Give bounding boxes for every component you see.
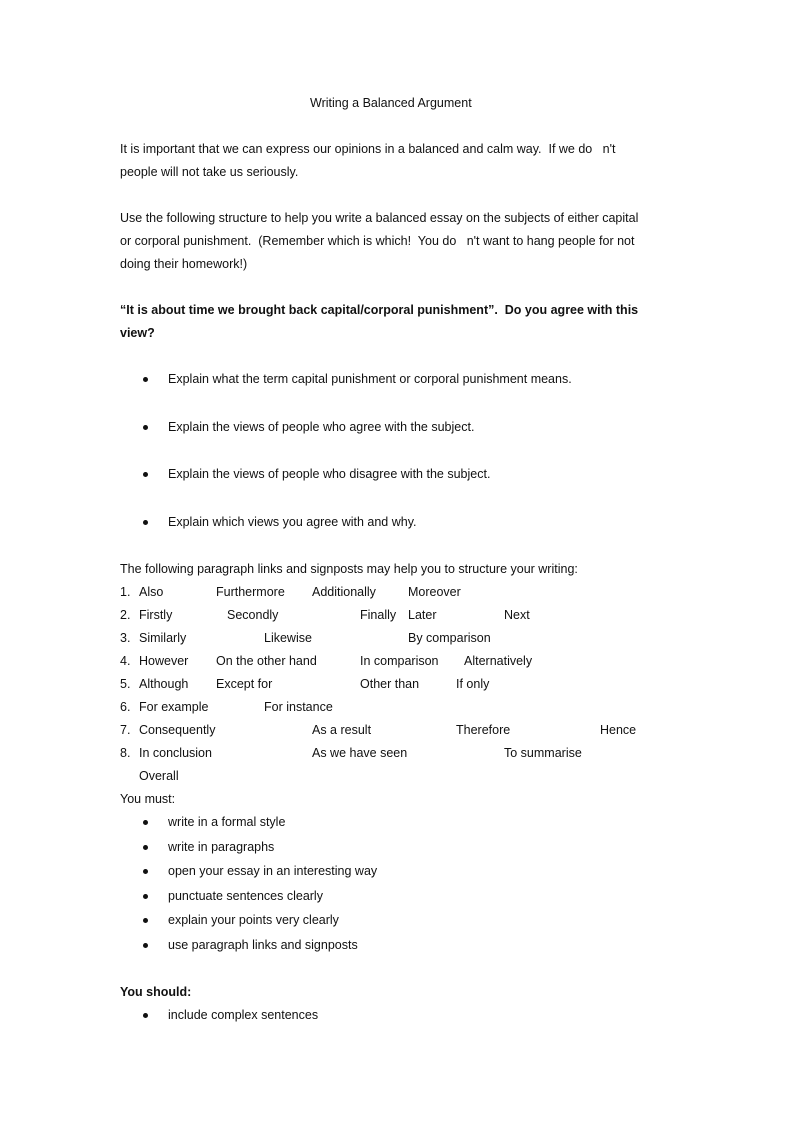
bullet-icon [143,869,148,874]
page-title: Writing a Balanced Argument [310,96,472,110]
link-word: Next [504,608,530,622]
links-row-number: 2. [120,608,131,622]
link-word: To summarise [504,746,582,760]
instructions-line-3: doing their homework!) [120,257,248,271]
link-word: For instance [264,700,333,714]
bullet-icon [143,472,148,477]
link-word: Finally [360,608,397,622]
link-word: If only [456,677,490,691]
bullet-icon [143,845,148,850]
bullet-icon [143,943,148,948]
must-item-text: open your essay in an interesting way [168,864,378,878]
should-item-text: include complex sentences [168,1008,319,1022]
instructions-line-1: Use the following structure to help you write a balanced essay on the subjects of either capital [120,211,639,225]
link-word: Also [139,585,164,599]
structure-bullet-text: Explain the views of people who disagree with the subject. [168,467,491,481]
link-word: As a result [312,723,372,737]
should-heading: You should: [120,985,192,999]
link-word: Although [139,677,189,691]
links-row-number: 3. [120,631,131,645]
link-word: Additionally [312,585,376,599]
link-word: Other than [360,677,420,691]
intro-line-2: people will not take us seriously. [120,165,299,179]
link-word: Except for [216,677,273,691]
link-word: Similarly [139,631,187,645]
link-word: By comparison [408,631,491,645]
bullet-icon [143,820,148,825]
link-word: Overall [139,769,179,783]
link-word: Furthermore [216,585,285,599]
link-word: Therefore [456,723,511,737]
link-word: Firstly [139,608,173,622]
must-item-text: use paragraph links and signposts [168,938,358,952]
links-row-number: 7. [120,723,131,737]
link-word: Moreover [408,585,461,599]
link-word: In conclusion [139,746,212,760]
bullet-icon [143,894,148,899]
link-word: However [139,654,189,668]
link-word: In comparison [360,654,439,668]
link-word: Secondly [227,608,279,622]
link-word: Later [408,608,437,622]
bullet-icon [143,1013,148,1018]
links-row-number: 4. [120,654,131,668]
link-word: Alternatively [464,654,533,668]
intro-line-1: It is important that we can express our opinions in a balanced and calm way. If we do n't [120,142,616,156]
must-heading: You must: [120,792,176,806]
bullet-icon [143,918,148,923]
link-word: As we have seen [312,746,408,760]
links-intro: The following paragraph links and signposts may help you to structure your writing: [120,562,578,576]
essay-question-line-1: “It is about time we brought back capital/corporal punishment”. Do you agree with this [120,303,639,317]
link-word: On the other hand [216,654,317,668]
link-word: For example [139,700,209,714]
essay-question-line-2: view? [120,326,155,340]
structure-bullet-text: Explain what the term capital punishment or corporal punishment means. [168,372,572,386]
must-item-text: punctuate sentences clearly [168,889,323,903]
bullet-icon [143,520,148,525]
links-row-number: 8. [120,746,131,760]
structure-bullet-text: Explain which views you agree with and why. [168,515,417,529]
must-item-text: write in paragraphs [168,840,275,854]
structure-bullet-text: Explain the views of people who agree with the subject. [168,420,475,434]
must-item-text: explain your points very clearly [168,913,339,927]
link-word: Consequently [139,723,216,737]
must-item-text: write in a formal style [168,815,286,829]
links-row-number: 5. [120,677,131,691]
instructions-line-2: or corporal punishment. (Remember which is which! You do n't want to hang people for not [120,234,635,248]
link-word: Hence [600,723,637,737]
link-word: Likewise [264,631,312,645]
links-row-number: 6. [120,700,131,714]
bullet-icon [143,425,148,430]
bullet-icon [143,377,148,382]
links-row-number: 1. [120,585,131,599]
